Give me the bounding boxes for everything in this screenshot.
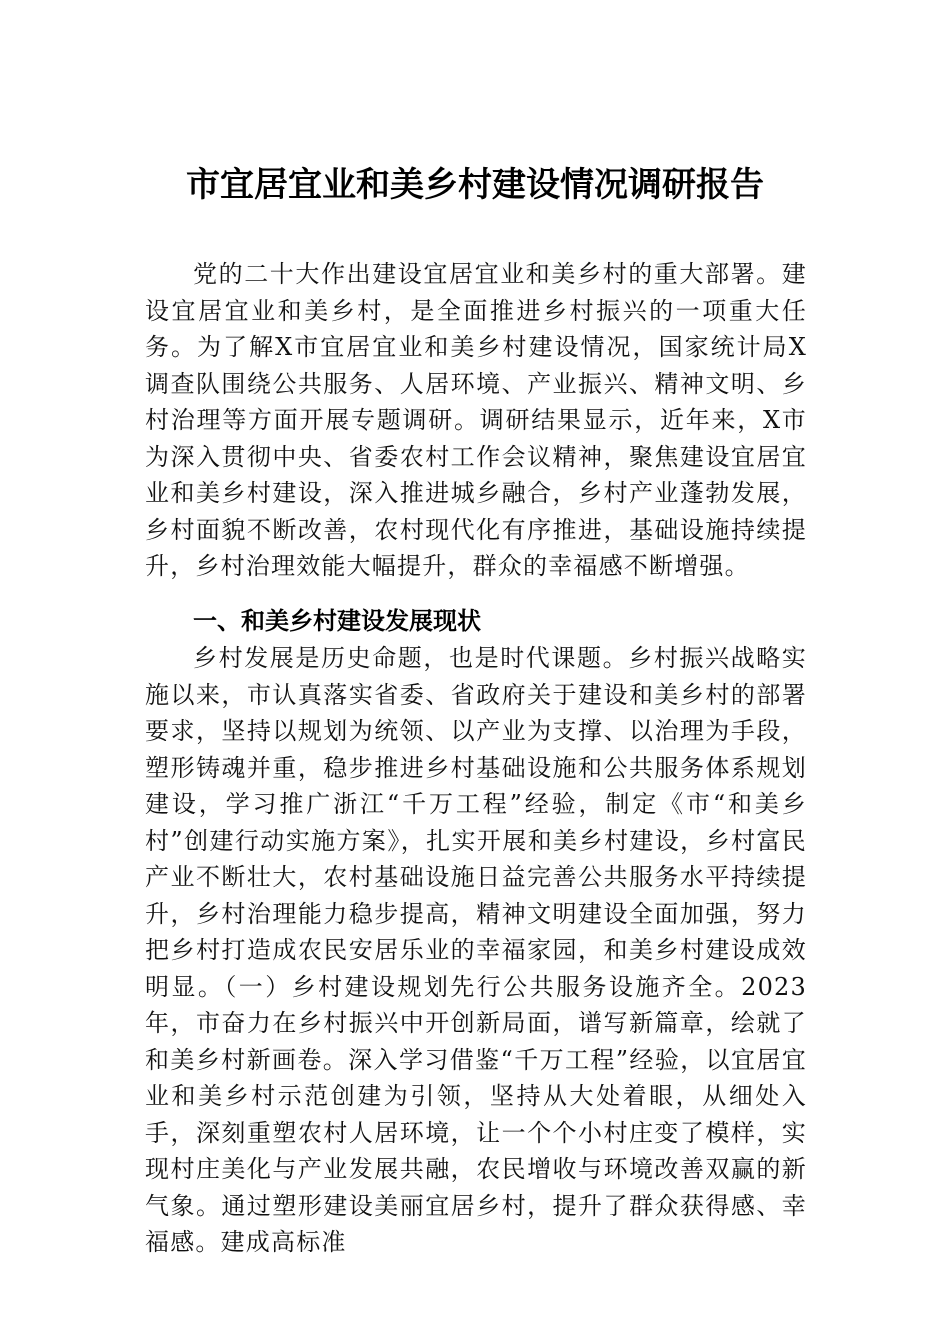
- intro-paragraph-block: [145, 256, 807, 585]
- section-paragraph-block: [145, 640, 807, 1261]
- intro-paragraph: 党的二十大作出建设宜居宜业和美乡村的重大部署。建设宜居宜业和美乡村，是全面推进乡村振兴的一项重大任务。为了解X市宜居宜业和美乡村建设情况，国家统计局X调查队围绕公共服务、人居环境、产业振兴、精神文明、乡村治理等方面开展专题调研。调研结果显示，近年来，X市为深入贯彻中央、省委农村工作会议精神，聚焦建设宜居宜业和美乡村建设，深入推进城乡融合，乡村产业蓬勃发展，乡村面貌不断改善，农村现代化有序推进，基础设施持续提升，乡村治理效能大幅提升，群众的幸福感不断增强。: [145, 260, 807, 580]
- section-paragraph: 乡村发展是历史命题，也是时代课题。乡村振兴战略实施以来，市认真落实省委、省政府关于建设和美乡村的部署要求，坚持以规划为统领、以产业为支撑、以治理为手段，塑形铸魂并重，稳步推进乡村基础设施和公共服务体系规划建设，学习推广浙江“千万工程”经验，制定《市“和美乡村”创建行动实施方案》，扎实开展和美乡村建设，乡村富民产业不断壮大，农村基础设施日益完善公共服务水平持续提升，乡村治理能力稳步提高，精神文明建设全面加强，努力把乡村打造成农民安居乐业的幸福家园，和美乡村建设成效明显。（一）乡村建设规划先行公共服务设施齐全。2023年，市奋力在乡村振兴中开创新局面，谱写新篇章，绘就了和美乡村新画卷。深入学习借鉴“千万工程”经验，以宜居宜业和美乡村示范创建为引领，坚持从大处着眼，从细处入手，深刻重塑农村人居环境，让一个个小村庄变了模样，实现村庄美化与产业发展共融，农民增收与环境改善双赢的新气象。通过塑形建设美丽宜居乡村，提升了群众获得感、幸福感。建成高标准: [145, 644, 807, 1256]
- document-title: 市宜居宜业和美乡村建设情况调研报告: [186, 165, 764, 205]
- section-heading: 一、和美乡村建设发展现状: [193, 607, 481, 635]
